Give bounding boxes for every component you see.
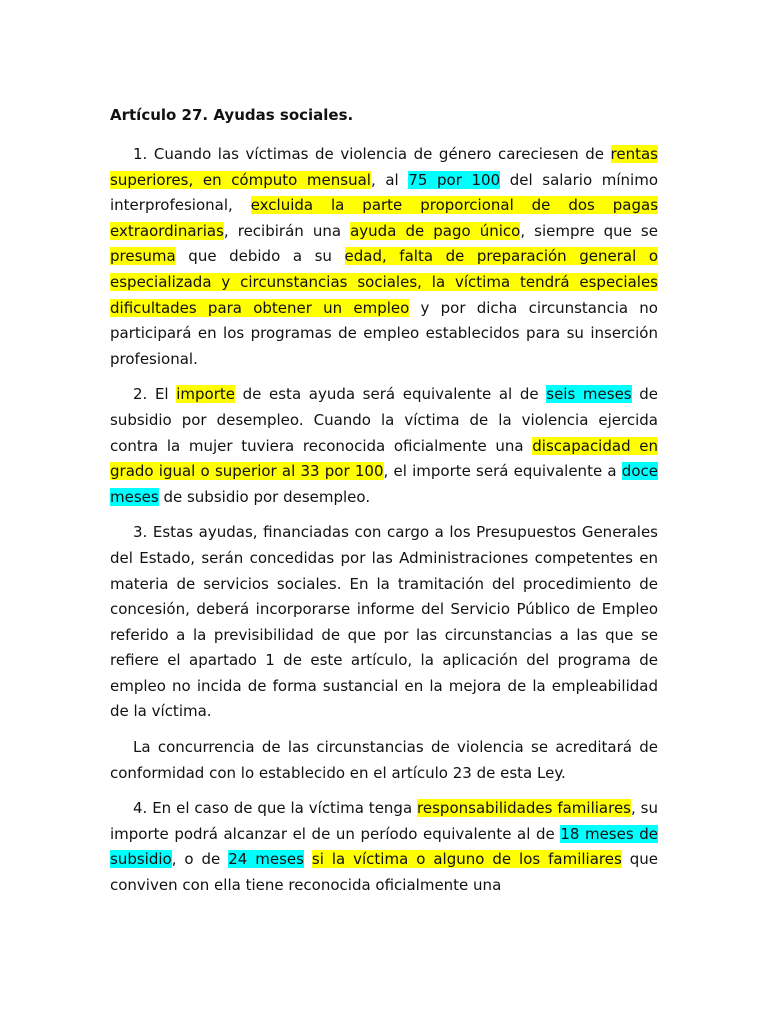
article-title: Artículo 27. Ayudas sociales. [110, 106, 354, 124]
text-segment: , al [370, 170, 409, 189]
text-segment: que conviven con ella tiene reconocida oficialmente una [110, 850, 658, 895]
highlight-cyan: 18 meses de subsidio [110, 824, 658, 869]
document-page [110, 104, 658, 909]
text-segment: de subsidio por desempleo. [158, 487, 371, 506]
highlight-yellow: responsabilidades familiares [417, 799, 631, 818]
text-segment: , el importe será equivalente a [383, 462, 622, 481]
paragraph-5 [110, 796, 658, 898]
paragraph-3 [110, 520, 658, 725]
highlight-yellow: si la víctima o alguno de los familiares [311, 850, 622, 869]
highlight-yellow: ayuda de pago único [350, 221, 521, 240]
text-segment: 3. Estas ayudas, financiadas con cargo a los Presupuestos Generales del Estado, serán concedidas por las Administraciones competentes en materia de servicios sociales. En la tramitación del procedimiento de concesión, deberá incorporarse informe del Servicio Público de Empleo referido a la previsibilidad de que por las circunstancias a las que se refiere el apartado 1 de este artículo, la aplicación del programa de empleo no incida de forma sustancial en la mejora de la empleabilidad de la víctima. [110, 523, 658, 721]
text-segment: , o de [171, 850, 229, 869]
text-segment: de subsidio por desempleo. Cuando la víctima de la violencia ejercida contra la mujer tuviera reconocida oficialmente una [110, 385, 658, 455]
highlight-yellow: edad, falta de preparación general o especializada y circunstancias sociales, la víctima tendrá especiales dificultades para obtener un empleo [110, 247, 659, 317]
highlight-yellow: rentas superiores, en cómputo mensual [110, 145, 658, 189]
text-segment: 2. El [133, 385, 177, 404]
paragraph-4 [110, 735, 658, 786]
highlight-yellow: excluida la parte proporcional de dos pagas extraordinarias [110, 196, 659, 240]
text-segment: que debido a su [175, 247, 345, 266]
highlight-yellow: presuma [110, 247, 176, 266]
text-segment: , recibirán una [223, 221, 351, 240]
text-segment: 1. Cuando las víctimas de violencia de género careciesen de [133, 145, 611, 163]
highlight-cyan: 24 meses [228, 850, 304, 869]
highlight-yellow: discapacidad en grado igual o superior al 33 por 100 [110, 436, 658, 481]
text-segment [304, 850, 312, 868]
highlight-yellow: importe [176, 385, 235, 404]
text-segment: La concurrencia de las circunstancias de violencia se acreditará de conformidad con lo establecido en el artículo 23 de esta Ley. [110, 738, 658, 782]
text-segment: 4. En el caso de que la víctima tenga [133, 799, 418, 818]
text-segment: , su importe podrá alcanzar el de un período equivalente al de [110, 799, 658, 843]
paragraph-2 [110, 382, 658, 510]
highlight-cyan: seis meses [546, 385, 632, 404]
highlight-cyan: 75 por 100 [408, 170, 501, 189]
text-segment: del salario mínimo interprofesional, [110, 170, 658, 215]
text-segment: y por dicha circunstancia no participará en los programas de empleo establecidos para su inserción profesional. [110, 298, 658, 368]
text-segment: de esta ayuda será equivalente al de [235, 385, 547, 404]
text-segment: , siempre que se [520, 221, 658, 240]
paragraph-1 [110, 142, 658, 372]
highlight-cyan: doce meses [110, 462, 658, 506]
